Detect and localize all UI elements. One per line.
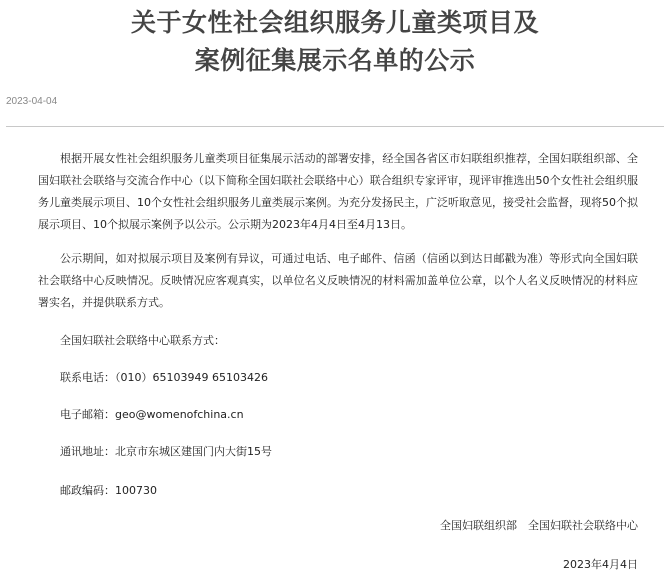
contact-postcode: 邮政编码：100730 [60, 484, 157, 497]
publish-date: 2023-04-04 [6, 96, 58, 107]
title-line-1: 关于女性社会组织服务儿童类项目及 [130, 8, 539, 37]
divider [6, 126, 664, 127]
contact-phone: 联系电话：（010）65103949 65103426 [60, 371, 268, 384]
title-line-2: 案例征集展示名单的公示 [194, 46, 476, 75]
contact-email: 电子邮箱：geo@womenofchina.cn [60, 408, 244, 421]
contact-heading: 全国妇联社会联络中心联系方式： [60, 334, 225, 347]
body-paragraph-2: 公示期间，如对拟展示项目及案例有异议，可通过电话、电子邮件、信函（信函以到达日邮戳为准）等形式向全国妇联社会联络中心反映情况。反映情况应客观真实，以单位名义反映情况的材料需加盖单位公章，以个人名义反映情况的材料应署实名，并提供联系方式。 [38, 252, 638, 309]
page-title [0, 4, 670, 80]
body-paragraph-1: 根据开展女性社会组织服务儿童类项目征集展示活动的部署安排，经全国各省区市妇联组织推荐，全国妇联组织部、全国妇联社会联络与交流合作中心（以下简称全国妇联社会联络中心）联合组织专家评审，现评审推选出50个女性社会组织服务儿童类展示项目、10个女性社会组织服务儿童类展示案例。为充分发扬民主，广泛听取意见，接受社会监督，现将50个拟展示项目、10个拟展示案例予以公示。公示期为2023年4月4日至4月13日。 [38, 152, 638, 231]
signature: 全国妇联组织部 全国妇联社会联络中心 [440, 519, 638, 532]
contact-address: 通讯地址：北京市东城区建国门内大街15号 [60, 445, 272, 458]
signature-date: 2023年4月4日 [563, 558, 638, 571]
